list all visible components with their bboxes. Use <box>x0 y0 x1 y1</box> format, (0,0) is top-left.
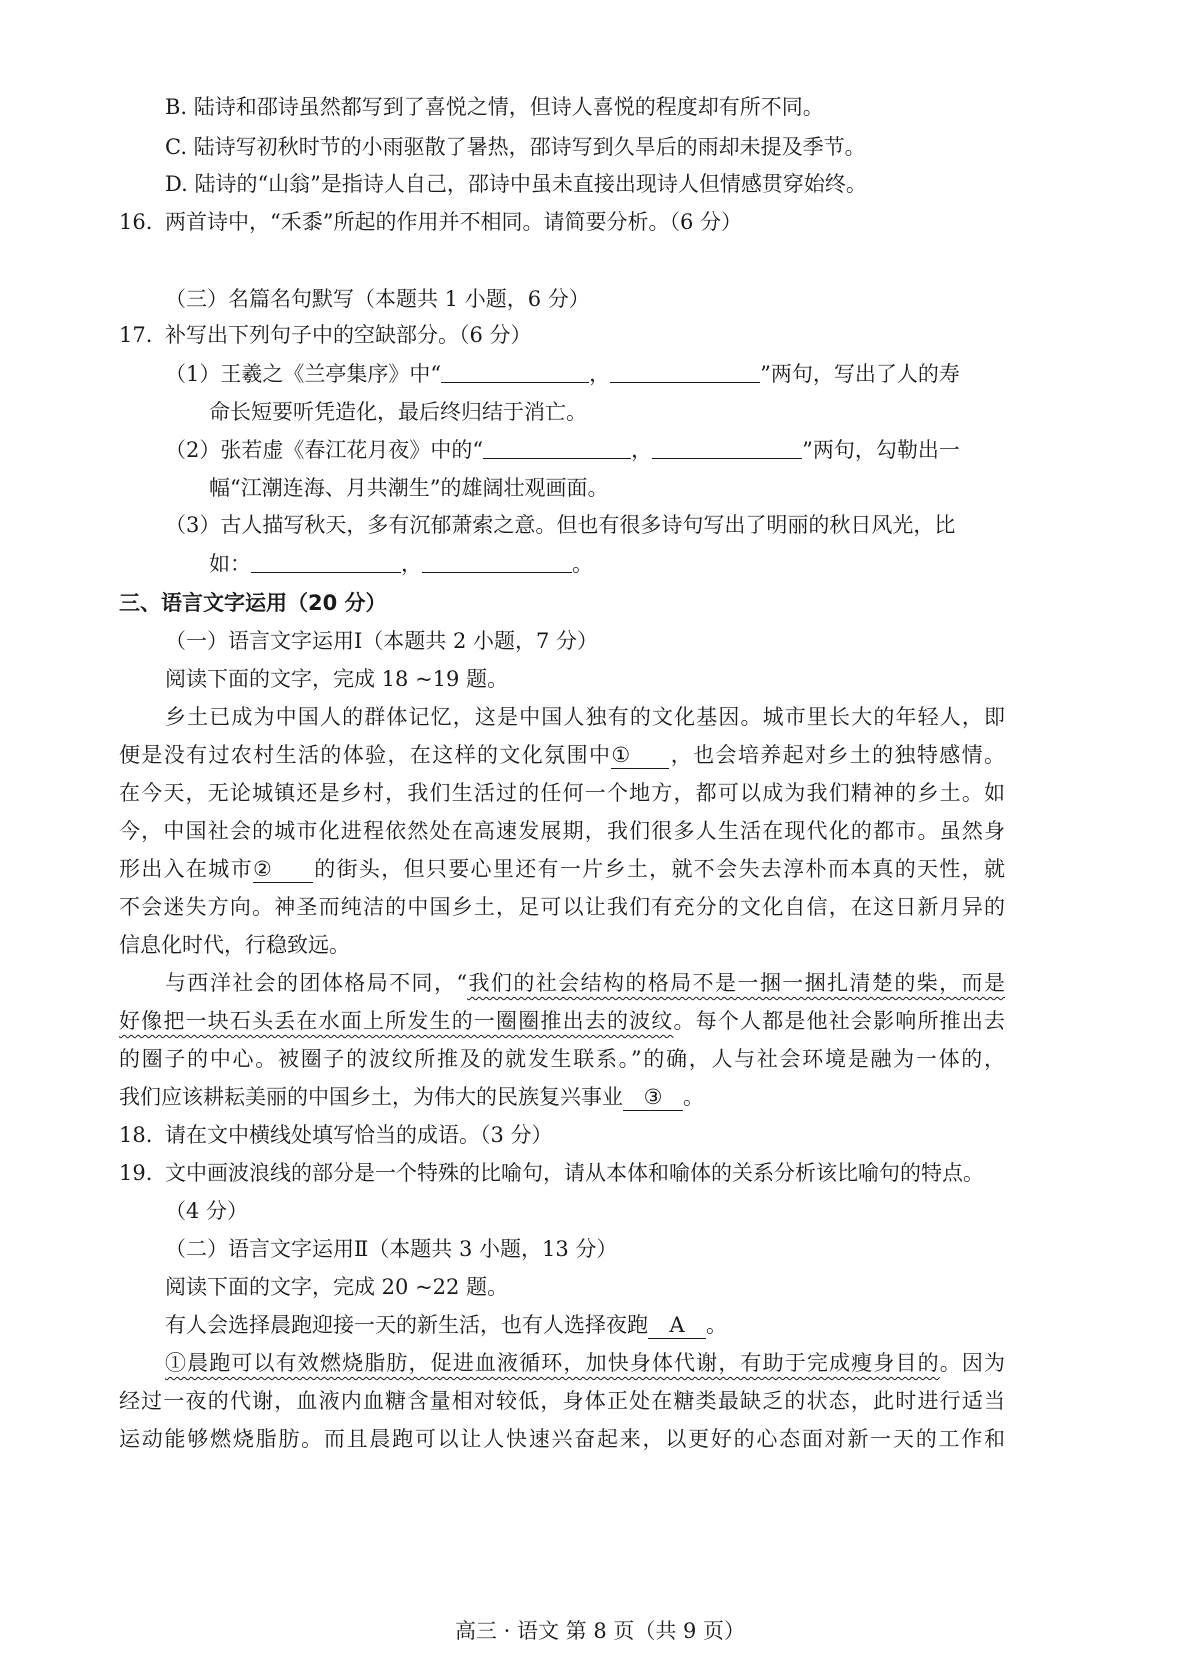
wavy-metaphor-part2: 好像把一块石头丢在水面上所发生的一圈圈推出去的波纹 <box>119 1009 674 1033</box>
q19-number: 19. <box>119 1161 153 1185</box>
item3-text-c: ， <box>401 552 422 576</box>
q18-text: 请在文中横线处填写恰当的成语。（3 分） <box>165 1123 553 1147</box>
q16-number: 16. <box>119 210 153 234</box>
q18-number: 18. <box>119 1123 153 1147</box>
q15-option-b: B. 陆诗和邵诗虽然都写到了喜悦之情，但诗人喜悦的程度却有所不同。 <box>165 95 824 119</box>
passage1-line2-b: ，也会培养起对乡土的独特感情。 <box>669 743 1006 767</box>
passage2-line2 <box>119 1004 1005 1038</box>
passage2-line1-a: 与西洋社会的团体格局不同，“ <box>165 971 468 995</box>
item1-blank-1[interactable] <box>441 358 589 383</box>
item2-text-a: （2）张若虚《春江花月夜》中的“ <box>165 438 484 462</box>
wavy-sentence-1: ①晨跑可以有效燃烧脂肪，促进血液循环，加快身体代谢，有助于完成瘦身目的 <box>165 1351 940 1375</box>
passage2-line4-a: 我们应该耕耘美丽的中国乡土，为伟大的民族复兴事业 <box>119 1085 623 1109</box>
q19-text: 文中画波浪线的部分是一个特殊的比喻句，请从本体和喻体的关系分析该比喻句的特点。 <box>165 1161 984 1185</box>
passage1-line7: 信息化时代，行稳致远。 <box>119 933 350 957</box>
page-footer: 高三 · 语文 第 8 页（共 9 页） <box>454 1619 746 1643</box>
item3-blank-2[interactable] <box>422 548 572 573</box>
passage4-line2: 经过一夜的代谢，血液内血糖含量相对较低，身体正处在糖类最缺乏的状态，此时进行适当 <box>119 1389 1005 1413</box>
q17-item1-line1 <box>165 357 960 391</box>
item1-blank-2[interactable] <box>610 358 760 383</box>
reading-instruction-1: 阅读下面的文字，完成 18 ~19 题。 <box>165 667 509 691</box>
blank-marker-a: A <box>648 1312 706 1339</box>
subsection2-heading: （二）语言文字运用Ⅱ（本题共 3 小题，13 分） <box>165 1237 618 1261</box>
subsection1-heading: （一）语言文字运用Ⅰ（本题共 2 小题，7 分） <box>165 629 599 653</box>
passage4-line3: 运动能够燃烧脂肪。而且晨跑可以让人快速兴奋起来，以更好的心态面对新一天的工作和 <box>119 1427 1005 1451</box>
item1-text-c: ”两句，写出了人的寿 <box>760 362 960 386</box>
q17-item3-line2 <box>209 547 593 581</box>
q17-item3-line1: （3）古人描写秋天，多有沉郁萧索之意。但也有很多诗句写出了明丽的秋日风光，比 <box>165 513 956 537</box>
passage4-line1-b: 。因为 <box>939 1351 1006 1375</box>
passage1-line4: 今，中国社会的城市化进程依然处在高速发展期，我们很多人生活在现代化的都市。虽然身 <box>119 819 1005 843</box>
passage2-line3: 的圈子的中心。被圈子的波纹所推及的就发生联系。”的确，人与社会环境是融为一体的， <box>119 1047 1005 1071</box>
passage2-line2-b: 。每个人都是他社会影响所推出去 <box>673 1009 1006 1033</box>
q17-item2-line1 <box>165 433 960 467</box>
item2-text-c: ”两句，勾勒出一 <box>802 438 960 462</box>
item2-blank-2[interactable] <box>652 434 802 459</box>
passage2-line1 <box>165 966 1005 1000</box>
q19-score: （4 分） <box>165 1199 249 1223</box>
blank-marker-1: ① <box>611 742 669 769</box>
section3-heading: （三）名篇名句默写（本题共 1 小题，6 分） <box>165 287 590 311</box>
passage2-line4-b: 。 <box>683 1085 704 1109</box>
q16-text: 两首诗中，“禾黍”所起的作用并不相同。请简要分析。（6 分） <box>165 210 743 234</box>
passage1-line6: 不会迷失方向。神圣而纯洁的中国乡土，足可以让我们有充分的文化自信，在这日新月异的 <box>119 895 1005 919</box>
q17-number: 17. <box>119 323 153 347</box>
passage3-text-a: 有人会选择晨跑迎接一天的新生活，也有人选择夜跑 <box>165 1313 648 1337</box>
q17-item2-line2: 幅“江潮连海、月共潮生”的雄阔壮观画面。 <box>209 476 609 500</box>
item1-text-a: （1）王羲之《兰亭集序》中“ <box>165 362 442 386</box>
item1-text-b: ， <box>589 362 611 386</box>
blank-marker-2: ② <box>253 856 313 883</box>
item3-text-b: 如： <box>209 552 251 576</box>
passage1-line2 <box>119 738 1005 772</box>
passage1-line5 <box>119 852 1005 886</box>
q17-text: 补写出下列句子中的空缺部分。（6 分） <box>165 323 532 347</box>
q17-item1-line2: 命长短要听凭造化，最后终归结于消亡。 <box>209 400 587 424</box>
passage4-line1 <box>165 1346 1005 1380</box>
reading-instruction-2: 阅读下面的文字，完成 20 ~22 题。 <box>165 1275 509 1299</box>
passage2-line4 <box>119 1080 704 1114</box>
item2-text-b: ， <box>631 438 653 462</box>
item3-text-d: 。 <box>572 552 593 576</box>
passage1-line1: 乡土已成为中国人的群体记忆，这是中国人独有的文化基因。城市里长大的年轻人，即 <box>165 705 1005 729</box>
wavy-metaphor-part1: 我们的社会结构的格局不是一捆一捆扎清楚的柴，而是 <box>467 971 1005 995</box>
passage3-text-b: 。 <box>706 1313 727 1337</box>
passage1-line5-b: 的街头，但只要心里还有一片乡土，就不会失去淳朴而本真的天性，就 <box>312 857 1006 881</box>
part3-heading: 三、语言文字运用（20 分） <box>119 591 387 615</box>
passage1-line3: 在今天，无论城镇还是乡村，我们生活过的任何一个地方，都可以成为我们精神的乡土。如 <box>119 781 1005 805</box>
q15-option-d: D. 陆诗的“山翁”是指诗人自己，邵诗中虽未直接出现诗人但情感贯穿始终。 <box>165 172 867 196</box>
item2-blank-1[interactable] <box>483 434 631 459</box>
blank-marker-3: ③ <box>623 1084 683 1111</box>
passage1-line5-a: 形出入在城市 <box>119 857 253 881</box>
passage1-line2-a: 便是没有过农村生活的体验，在这样的文化氛围中 <box>119 743 612 767</box>
passage3-line1 <box>165 1308 727 1342</box>
q15-option-c: C. 陆诗写初秋时节的小雨驱散了暑热，邵诗写到久旱后的雨却未提及季节。 <box>165 135 866 159</box>
item3-blank-1[interactable] <box>251 548 401 573</box>
